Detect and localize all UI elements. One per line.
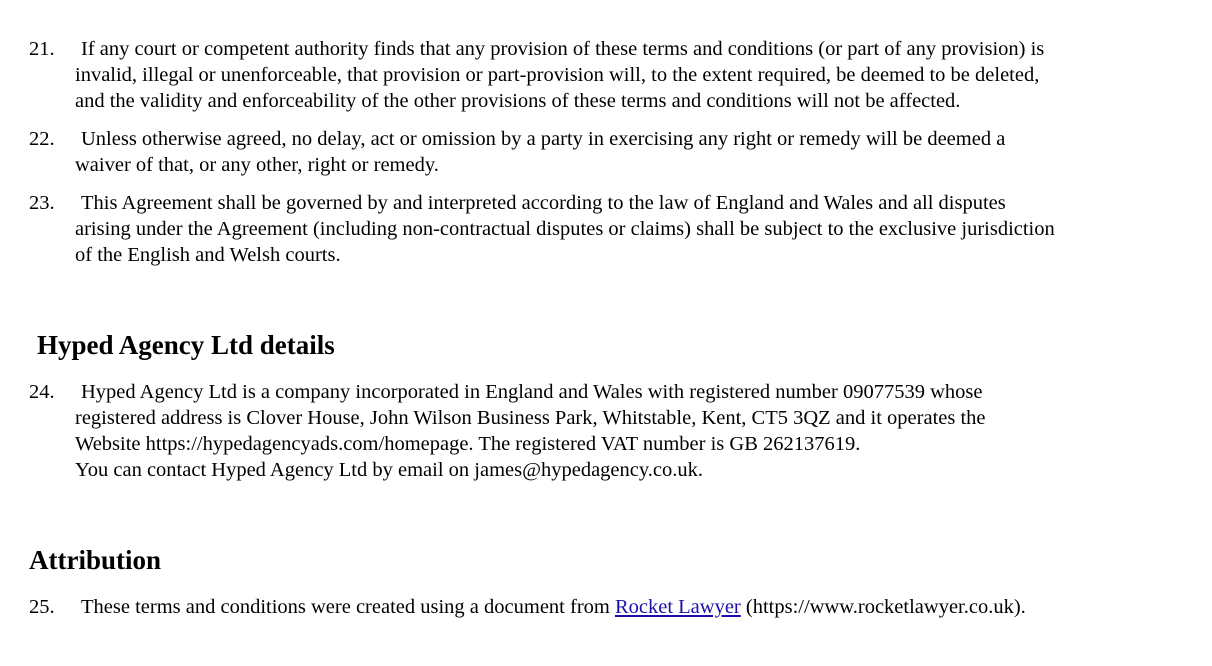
attribution-text-before: These terms and conditions were created using a document from <box>81 596 615 618</box>
clause-text-line: arising under the Agreement (including non-contractual disputes or claims) shall be subject to the exclusive jurisdiction <box>75 218 1055 240</box>
clause-25 <box>29 594 1189 620</box>
clause-body <box>75 36 1189 114</box>
clause-23 <box>29 190 1189 268</box>
clause-number: 23. <box>29 192 55 214</box>
clause-text-line: If any court or competent authority finds that any provision of these terms and conditions (or part of any provision) is <box>81 38 1045 60</box>
clause-text-line: You can contact Hyped Agency Ltd by email on james@hypedagency.co.uk. <box>75 459 704 481</box>
clause-body <box>75 126 1189 178</box>
clause-text-line: Hyped Agency Ltd is a company incorporated in England and Wales with registered number 09077539 whose <box>81 381 983 403</box>
clause-number: 21. <box>29 38 55 60</box>
section-heading-details: Hyped Agency Ltd details <box>37 330 335 360</box>
attribution-text-after: (https://www.rocketlawyer.co.uk). <box>740 596 1026 618</box>
rocket-lawyer-link[interactable]: Rocket Lawyer <box>614 596 741 618</box>
clause-text-line: invalid, illegal or unenforceable, that provision or part-provision will, to the extent required, be deemed to be deleted, <box>75 64 1040 86</box>
clause-number: 24. <box>29 381 55 403</box>
clause-22 <box>29 126 1189 178</box>
clause-text-line <box>81 594 1189 620</box>
clause-text-line: registered address is Clover House, John Wilson Business Park, Whitstable, Kent, CT5 3QZ and it operates the <box>75 407 986 429</box>
clause-body <box>75 594 1189 620</box>
clause-text-line: This Agreement shall be governed by and interpreted according to the law of England and Wales and all disputes <box>81 192 1006 214</box>
section-heading-attribution: Attribution <box>29 545 162 575</box>
clause-number: 22. <box>29 128 55 150</box>
clause-24 <box>29 379 1189 483</box>
clause-number: 25. <box>29 596 55 618</box>
clause-text-line: waiver of that, or any other, right or remedy. <box>75 154 439 176</box>
clause-text-line: of the English and Welsh courts. <box>75 244 341 266</box>
clause-text-line: Unless otherwise agreed, no delay, act or omission by a party in exercising any right or remedy will be deemed a <box>81 128 1006 150</box>
clause-text-line: Website https://hypedagencyads.com/homepage. The registered VAT number is GB 262137619. <box>75 433 861 455</box>
clause-text-line: and the validity and enforceability of the other provisions of these terms and conditions will not be affected. <box>75 90 961 112</box>
clause-body <box>75 190 1189 268</box>
clause-body <box>75 379 1189 483</box>
clause-21 <box>29 36 1189 114</box>
